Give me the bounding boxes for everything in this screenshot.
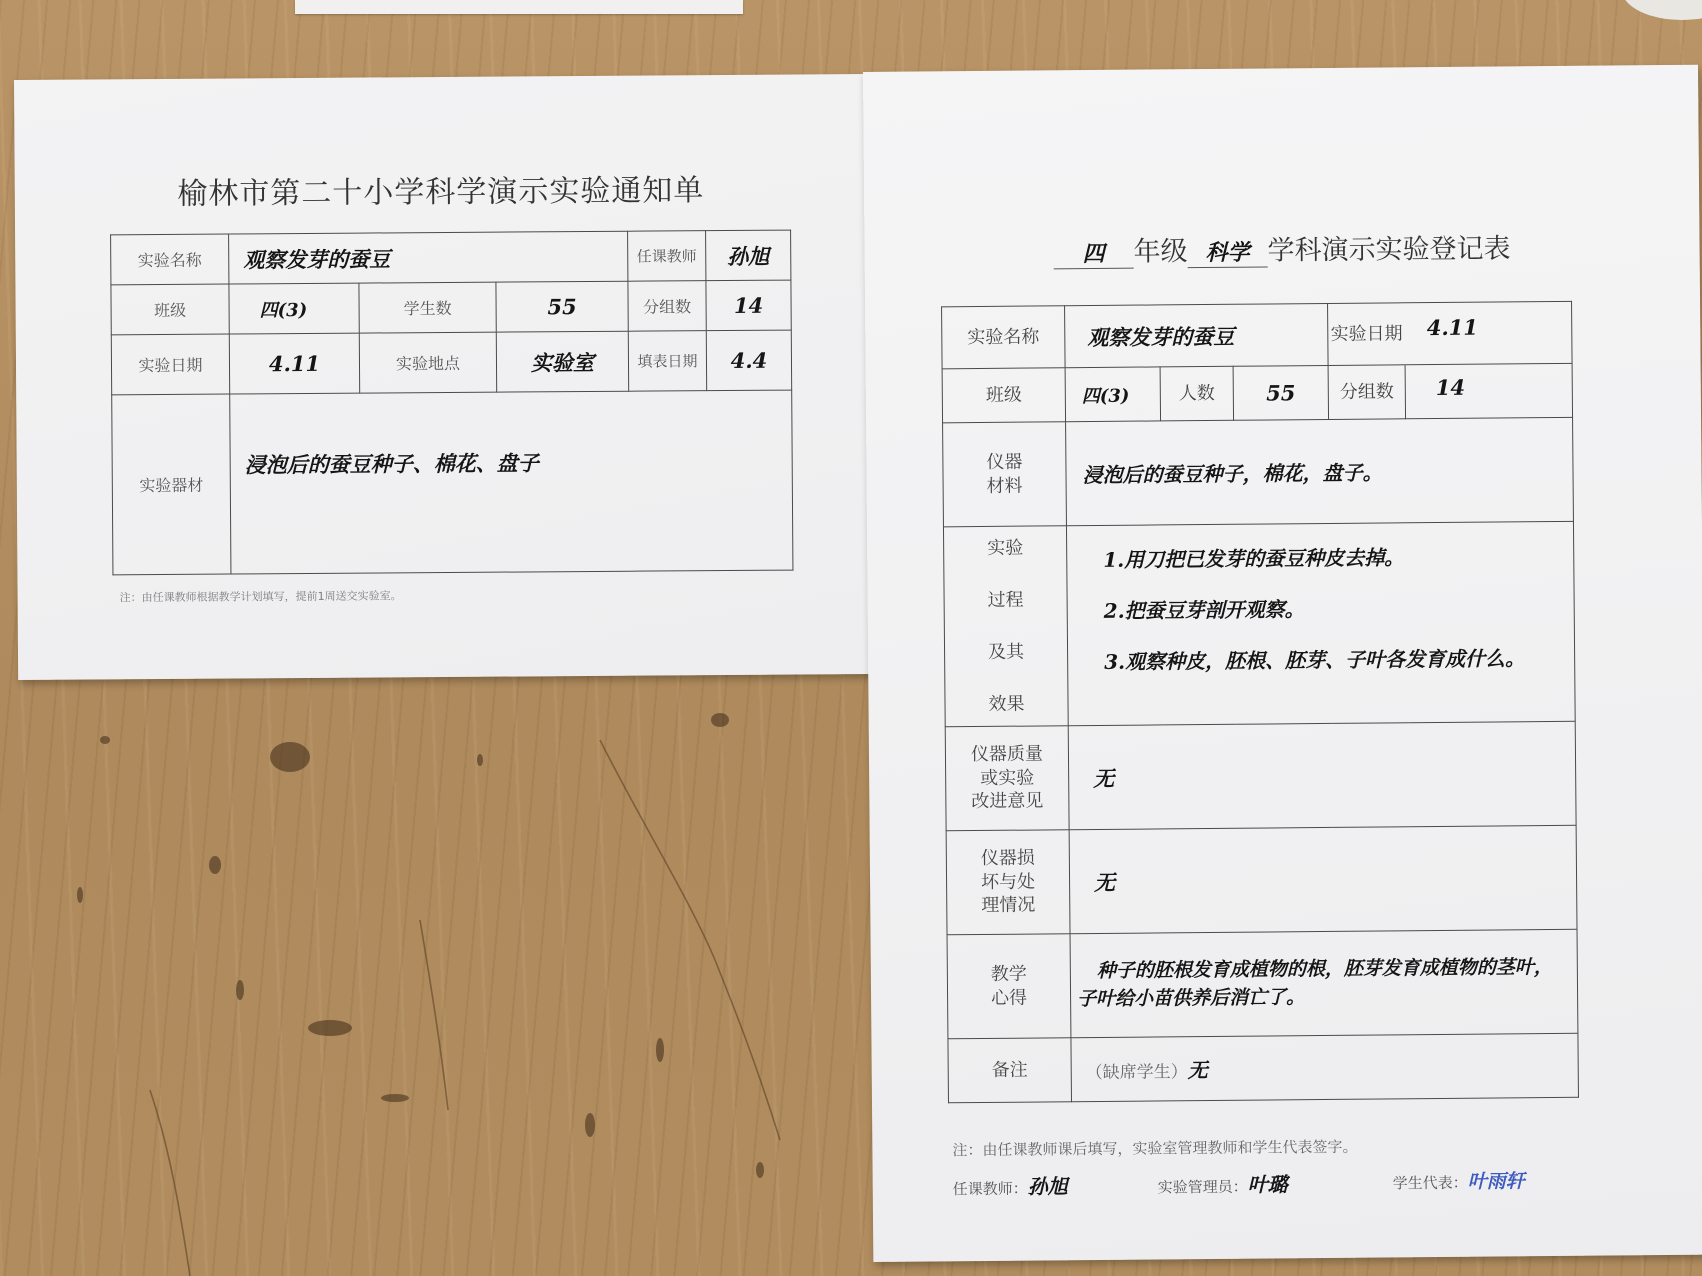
signature-student [1393,1166,1525,1194]
label-process-2: 过程 [987,589,1024,611]
value-date: 4.11 [229,333,359,394]
value-teacher: 孙旭 [706,230,791,281]
label-class: 班级 [942,368,1065,423]
paper-scrap-corner [1622,0,1702,20]
register-form-table [941,301,1579,1103]
register-footnote: 注：由任课教师课后填写，实验室管理教师和学生代表签字。 [952,1137,1358,1160]
label-experiment-name: 实验名称 [111,234,229,285]
signature-row [952,1166,1593,1199]
value-experiment-name: 观察发芽的蚕豆 [229,231,628,284]
remarks-value: 无 [1187,1058,1208,1083]
register-sheet [863,65,1702,1262]
label-materials: 仪器 材料 [943,422,1067,527]
title-grade-suffix: 年级 [1133,236,1188,268]
remarks-prefix: （缺席学生） [1085,1062,1188,1084]
process-step-2: 2.把蚕豆芽剖开观察。 [1103,597,1305,623]
label-damage: 仪器损 坏与处 理情况 [946,830,1070,935]
label-equipment: 实验器材 [112,394,231,575]
label-process [943,526,1068,727]
value-groups: 14 [1405,363,1572,418]
label-quality: 仪器质量 或实验 改进意见 [945,726,1069,831]
label-count: 人数 [1160,366,1233,421]
label-remarks: 备注 [948,1038,1072,1103]
value-quality: 无 [1068,721,1576,829]
value-groups: 14 [706,280,791,331]
signature-student-label: 学生代表： [1392,1173,1468,1193]
value-fill-date: 4.4 [706,330,791,391]
label-location: 实验地点 [359,332,496,393]
label-class: 班级 [111,284,229,335]
value-location: 实验室 [496,331,628,392]
label-reflection: 教学 心得 [947,934,1071,1039]
value-class: 四(3) [1065,367,1160,422]
notice-sheet [14,74,870,680]
notice-title: 榆林市第二十小学科学演示实验通知单 [177,173,705,212]
label-students: 学生数 [359,282,496,333]
signature-admin-value: 叶璐 [1247,1172,1288,1197]
label-teacher: 任课教师 [628,231,706,282]
value-count: 55 [1233,365,1328,420]
value-class: 四(3) [229,283,359,334]
value-process [1066,521,1575,725]
label-fill-date: 填表日期 [628,331,706,392]
label-process-4: 效果 [988,693,1025,716]
reflection-line-2: 子叶给小苗供养后消亡了。 [1076,985,1306,1010]
value-experiment-name: 观察发芽的蚕豆 [1065,303,1329,367]
title-grade: 四 [1053,237,1133,270]
label-experiment-name: 实验名称 [942,306,1066,369]
signature-admin-label: 实验管理员： [1157,1177,1248,1197]
value-date: 4.11 [1405,301,1573,364]
label-groups: 分组数 [1328,365,1405,420]
value-reflection [1070,929,1578,1037]
paper-scrap-top [295,0,743,14]
value-damage: 无 [1069,825,1577,933]
process-step-1: 1.用刀把已发芽的蚕豆种皮去掉。 [1103,545,1405,572]
register-title [864,225,1699,271]
label-groups: 分组数 [628,281,706,332]
label-date: 实验日期 [1328,303,1406,366]
label-process-3: 及其 [987,641,1025,663]
label-date: 实验日期 [111,334,229,395]
title-subject: 科学 [1187,235,1267,268]
signature-student-value: 叶雨轩 [1467,1170,1525,1193]
value-equipment: 浸泡后的蚕豆种子、棉花、盘子 [230,390,793,574]
process-step-3: 3.观察种皮，胚根、胚芽、子叶各发育成什么。 [1104,646,1526,674]
notice-form-table [110,230,793,576]
value-materials: 浸泡后的蚕豆种子，棉花，盘子。 [1066,417,1574,525]
label-process-1: 实验 [987,537,1024,559]
value-remarks [1071,1033,1579,1101]
reflection-line-1: 种子的胚根发育成植物的根，胚芽发育成植物的茎叶， [1096,955,1553,982]
signature-admin [1158,1168,1288,1198]
signature-teacher [953,1170,1068,1200]
value-students: 55 [496,281,628,332]
signature-teacher-value: 孙旭 [1027,1174,1068,1199]
title-rest: 学科演示实验登记表 [1267,233,1511,267]
signature-teacher-label: 任课教师： [952,1179,1028,1199]
notice-footnote: 注：由任课教师根据教学计划填写，提前1周送交实验室。 [119,589,402,605]
